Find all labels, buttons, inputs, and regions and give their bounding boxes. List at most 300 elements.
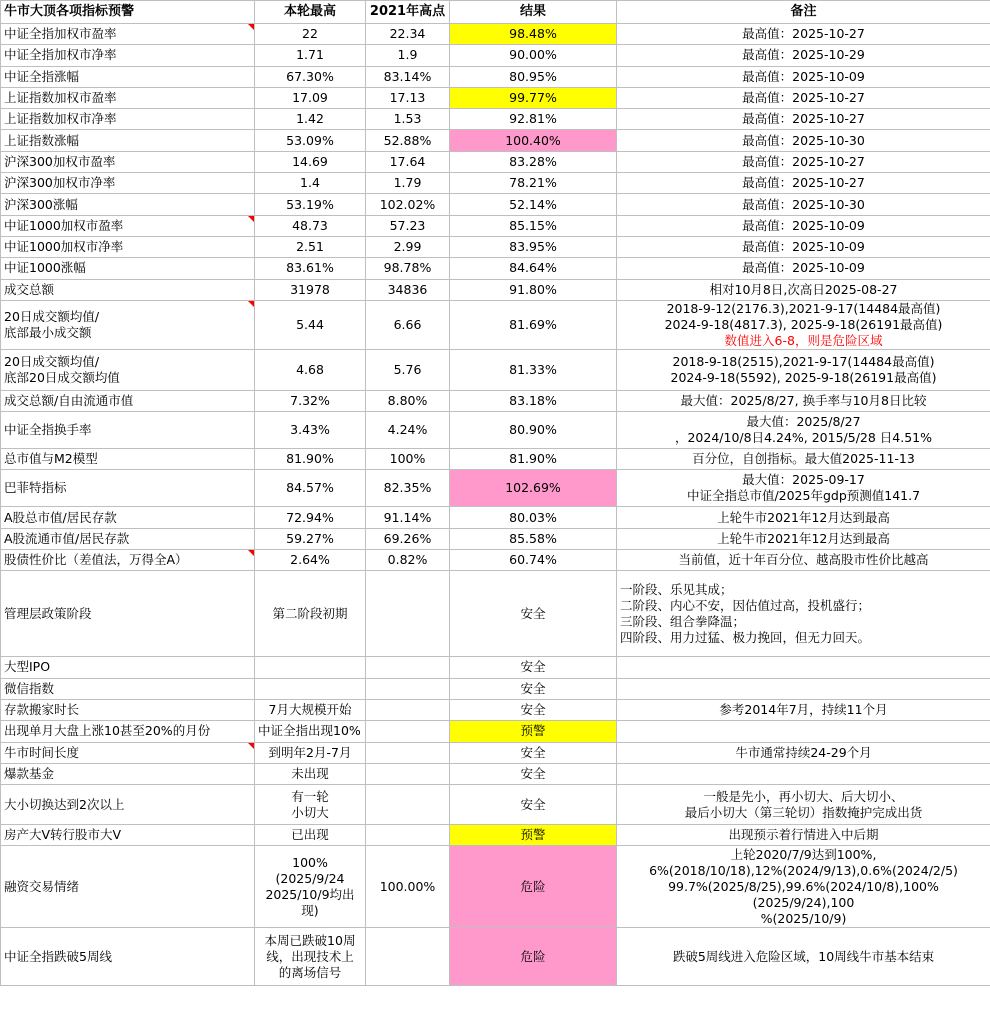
- current-high-cell: [255, 928, 366, 986]
- result: 81.69%: [509, 316, 557, 332]
- result-cell: [450, 449, 617, 470]
- high-2021: 91.14%: [383, 509, 432, 525]
- note-cell: [617, 390, 990, 411]
- result-cell: [450, 390, 617, 411]
- result: 80.03%: [509, 509, 557, 525]
- current-high: 1.71: [296, 47, 324, 63]
- indicator-name: 中证全指跌破5周线: [4, 948, 112, 964]
- indicator-name: 总市值与M2模型: [4, 451, 98, 467]
- table-row: [1, 699, 990, 720]
- result-cell: [450, 300, 617, 349]
- result-cell: [450, 109, 617, 130]
- note-cell: [617, 194, 990, 215]
- note-cell: [617, 349, 990, 390]
- note: 最高值：2025-10-30: [742, 196, 865, 212]
- indicator-name: 爆款基金: [4, 765, 55, 781]
- result: 92.81%: [509, 111, 557, 127]
- current-high: 1.4: [300, 175, 320, 191]
- note-cell: [617, 412, 990, 449]
- indicator-name: 管理层政策阶段: [4, 605, 92, 621]
- current-high-cell: [255, 194, 366, 215]
- high-2021-cell: [366, 194, 450, 215]
- note: 最大值：2025/8/27 ，2024/10/8日4.24%, 2015/5/28 日4.51%: [674, 414, 933, 446]
- high-2021-cell: [366, 846, 450, 928]
- note: 最高值：2025-10-27: [742, 90, 865, 106]
- note-cell: [617, 825, 990, 846]
- indicator-name: 20日成交额均值/ 底部最小成交额: [4, 308, 100, 340]
- high-2021-cell: [366, 742, 450, 763]
- result: 83.28%: [509, 153, 557, 169]
- indicator-name: 上证指数加权市盈率: [4, 90, 117, 106]
- indicator-name: 存款搬家时长: [4, 702, 80, 718]
- current-high-cell: [255, 449, 366, 470]
- note-cell: [617, 173, 990, 194]
- result-cell: [450, 87, 617, 108]
- indicator-name: A股总市值/居民存款: [4, 509, 117, 525]
- note-cell: [617, 763, 990, 784]
- high-2021: 100.00%: [379, 878, 436, 894]
- indicator-name-cell: [1, 449, 255, 470]
- indicator-name: 上证指数涨幅: [4, 132, 80, 148]
- header-result: 结果: [450, 1, 617, 24]
- note-cell: [617, 66, 990, 87]
- indicator-name-cell: [1, 763, 255, 784]
- current-high: 22: [302, 26, 318, 42]
- high-2021-cell: [366, 412, 450, 449]
- high-2021-cell: [366, 528, 450, 549]
- result: 81.90%: [509, 451, 557, 467]
- high-2021: 52.88%: [383, 132, 432, 148]
- indicator-name-cell: [1, 279, 255, 300]
- high-2021: 1.9: [397, 47, 418, 63]
- indicator-name: 沪深300涨幅: [4, 196, 78, 212]
- note: 最大值：2025-09-17 中证全指总市值/2025年gdp预测值141.7: [686, 472, 921, 504]
- current-high-cell: [255, 236, 366, 257]
- result: 危险: [520, 878, 546, 894]
- table-row: [1, 785, 990, 825]
- indicator-name-cell: [1, 300, 255, 349]
- indicator-name: 成交总额/自由流通市值: [4, 393, 134, 408]
- high-2021-cell: [366, 507, 450, 528]
- result-cell: [450, 785, 617, 825]
- indicator-name-cell: [1, 721, 255, 742]
- table-row: [1, 928, 990, 986]
- note-cell: [617, 785, 990, 825]
- result-cell: [450, 258, 617, 279]
- result: 安全: [520, 680, 546, 696]
- note-cell: [617, 928, 990, 986]
- result: 83.18%: [509, 393, 557, 408]
- table-row: [1, 215, 990, 236]
- table-row: [1, 130, 990, 151]
- high-2021: 8.80%: [387, 393, 428, 408]
- result-cell: [450, 279, 617, 300]
- indicator-name: 牛市时间长度: [4, 744, 80, 760]
- indicator-name: 大小切换达到2次以上: [4, 796, 125, 812]
- note: 最高值：2025-10-09: [742, 68, 865, 84]
- result: 60.74%: [509, 552, 557, 568]
- result: 81.33%: [509, 361, 557, 377]
- current-high-cell: [255, 699, 366, 720]
- result-cell: [450, 24, 617, 45]
- current-high: 3.43%: [290, 422, 330, 438]
- current-high: 81.90%: [286, 451, 334, 467]
- indicator-name-cell: [1, 412, 255, 449]
- result-cell: [450, 928, 617, 986]
- note: 出现预示着行情进入中后期: [728, 827, 879, 843]
- note-cell: [617, 449, 990, 470]
- note-cell: [617, 470, 990, 507]
- current-high-cell: [255, 45, 366, 66]
- indicator-name: 中证全指加权市盈率: [4, 26, 117, 42]
- note: 最大值：2025/8/27, 换手率与10月8日比较: [680, 393, 927, 408]
- note-cell: [617, 300, 990, 349]
- current-high-cell: [255, 24, 366, 45]
- indicator-name-cell: [1, 928, 255, 986]
- note-cell: [617, 130, 990, 151]
- result-cell: [450, 528, 617, 549]
- result-cell: [450, 349, 617, 390]
- result: 预警: [520, 827, 546, 843]
- table-row: [1, 678, 990, 699]
- high-2021: 22.34: [389, 26, 426, 42]
- danger-note: 数值进入6-8，则是危险区域: [724, 332, 883, 348]
- high-2021: 82.35%: [383, 480, 432, 496]
- high-2021-cell: [366, 87, 450, 108]
- header-current-high: 本轮最高: [255, 1, 366, 24]
- note-cell: [617, 258, 990, 279]
- current-high: 2.64%: [290, 552, 330, 568]
- table-row: [1, 657, 990, 678]
- table-row: [1, 173, 990, 194]
- result-cell: [450, 550, 617, 571]
- result: 安全: [520, 765, 546, 781]
- current-high-cell: [255, 550, 366, 571]
- high-2021: 98.78%: [383, 260, 432, 276]
- indicator-name-cell: [1, 24, 255, 45]
- table-row: [1, 528, 990, 549]
- result-cell: [450, 130, 617, 151]
- current-high: 2.51: [296, 239, 324, 255]
- current-high-cell: [255, 846, 366, 928]
- indicator-name-cell: [1, 528, 255, 549]
- indicator-name: 沪深300加权市净率: [4, 175, 116, 191]
- indicator-name: 中证1000加权市净率: [4, 239, 124, 255]
- indicator-name-cell: [1, 470, 255, 507]
- current-high-cell: [255, 215, 366, 236]
- high-2021-cell: [366, 785, 450, 825]
- header-2021-high: 2021年高点: [366, 1, 450, 24]
- indicator-name-cell: [1, 742, 255, 763]
- result-cell: [450, 825, 617, 846]
- current-high: 14.69: [292, 153, 328, 169]
- table-row: [1, 279, 990, 300]
- note-cell: [617, 236, 990, 257]
- indicator-name: 沪深300加权市盈率: [4, 153, 116, 169]
- note: 一般是先小，再小切大、后大切小、 最后小切大（第三轮切）指数掩护完成出货: [684, 788, 923, 820]
- indicator-name: 巴菲特指标: [4, 480, 67, 496]
- indicator-name-cell: [1, 109, 255, 130]
- indicator-name: A股流通市值/居民存款: [4, 530, 130, 546]
- high-2021: 2.99: [393, 239, 422, 255]
- table-row: [1, 300, 990, 349]
- table-row: [1, 349, 990, 390]
- indicator-name-cell: [1, 66, 255, 87]
- note: 最高值：2025-10-09: [742, 260, 865, 276]
- table-row: [1, 449, 990, 470]
- result-cell: [450, 846, 617, 928]
- high-2021-cell: [366, 825, 450, 846]
- note-cell: [617, 742, 990, 763]
- current-high-cell: [255, 173, 366, 194]
- result-cell: [450, 507, 617, 528]
- indicator-name: 大型IPO: [4, 659, 51, 675]
- high-2021: 1.79: [393, 175, 422, 191]
- current-high-cell: [255, 151, 366, 172]
- high-2021-cell: [366, 470, 450, 507]
- indicator-name-cell: [1, 87, 255, 108]
- note: 牛市通常持续24-29个月: [735, 744, 872, 760]
- high-2021-cell: [366, 678, 450, 699]
- table-row: [1, 258, 990, 279]
- current-high: 7.32%: [290, 393, 330, 408]
- high-2021-cell: [366, 151, 450, 172]
- high-2021-cell: [366, 390, 450, 411]
- current-high-cell: [255, 300, 366, 349]
- table-row: [1, 550, 990, 571]
- note-cell: [617, 24, 990, 45]
- result: 安全: [520, 796, 546, 812]
- current-high: 84.57%: [286, 480, 334, 496]
- current-high-cell: [255, 279, 366, 300]
- result: 90.00%: [509, 47, 557, 63]
- indicator-name-cell: [1, 785, 255, 825]
- indicator-name: 20日成交额均值/ 底部20日成交额均值: [4, 353, 120, 385]
- high-2021-cell: [366, 279, 450, 300]
- current-high-cell: [255, 678, 366, 699]
- table-row: [1, 194, 990, 215]
- current-high: 7月大规模开始: [268, 702, 352, 718]
- result: 危险: [520, 948, 546, 964]
- high-2021-cell: [366, 928, 450, 986]
- indicator-name: 中证1000涨幅: [4, 260, 86, 276]
- result: 91.80%: [509, 281, 557, 297]
- high-2021-cell: [366, 236, 450, 257]
- result: 85.15%: [509, 217, 557, 233]
- table-row: [1, 507, 990, 528]
- result-cell: [450, 571, 617, 657]
- table-row: [1, 846, 990, 928]
- indicator-name: 中证1000加权市盈率: [4, 217, 124, 233]
- current-high-cell: [255, 528, 366, 549]
- note-cell: [617, 657, 990, 678]
- current-high: 第二阶段初期: [272, 605, 348, 621]
- indicator-name: 中证全指加权市净率: [4, 47, 117, 63]
- indicator-name-cell: [1, 825, 255, 846]
- high-2021: 83.14%: [383, 68, 432, 84]
- indicator-name-cell: [1, 678, 255, 699]
- current-high: 72.94%: [286, 509, 334, 525]
- high-2021: 5.76: [393, 361, 422, 377]
- note: 百分位，自创指标。最大值2025-11-13: [692, 451, 915, 467]
- current-high-cell: [255, 349, 366, 390]
- indicator-name: 房产大V转行股市大V: [4, 827, 122, 843]
- high-2021: 17.13: [389, 90, 426, 106]
- result-cell: [450, 215, 617, 236]
- note-cell: [617, 699, 990, 720]
- note-cell: [617, 721, 990, 742]
- table-row: [1, 470, 990, 507]
- note: 最高值：2025-10-27: [742, 26, 865, 42]
- header-notes: 备注: [617, 1, 990, 24]
- indicator-name-cell: [1, 846, 255, 928]
- current-high: 31978: [290, 281, 330, 297]
- note: 最高值：2025-10-27: [742, 175, 865, 191]
- high-2021-cell: [366, 699, 450, 720]
- current-high-cell: [255, 130, 366, 151]
- note: 上轮牛市2021年12月达到最高: [717, 509, 890, 525]
- note-cell: [617, 528, 990, 549]
- table-row: [1, 66, 990, 87]
- high-2021-cell: [366, 109, 450, 130]
- current-high: 4.68: [296, 361, 324, 377]
- header-row: [1, 1, 990, 24]
- high-2021-cell: [366, 571, 450, 657]
- current-high-cell: [255, 657, 366, 678]
- result: 100.40%: [505, 132, 561, 148]
- high-2021-cell: [366, 130, 450, 151]
- indicator-name-cell: [1, 507, 255, 528]
- note-cell: [617, 507, 990, 528]
- high-2021: 0.82%: [387, 552, 428, 568]
- note-cell: [617, 678, 990, 699]
- result: 预警: [520, 723, 546, 739]
- current-high-cell: [255, 87, 366, 108]
- note: 上轮牛市2021年12月达到最高: [717, 530, 890, 546]
- indicator-name-cell: [1, 45, 255, 66]
- current-high-cell: [255, 507, 366, 528]
- high-2021: 34836: [387, 281, 428, 297]
- table-row: [1, 721, 990, 742]
- high-2021-cell: [366, 24, 450, 45]
- result: 98.48%: [509, 26, 557, 42]
- current-high: 到明年2月-7月: [268, 744, 352, 760]
- current-high: 已出现: [291, 827, 329, 843]
- current-high: 53.09%: [286, 132, 334, 148]
- indicator-name: 融资交易情绪: [4, 878, 80, 894]
- note-cell: [617, 279, 990, 300]
- note: 2018-9-12(2176.3),2021-9-17(14484最高值) 2024-9-18(4817.3), 2025-9-18(26191最高值): [664, 300, 943, 332]
- table-row: [1, 24, 990, 45]
- result-cell: [450, 470, 617, 507]
- high-2021: 17.64: [389, 153, 426, 169]
- current-high-cell: [255, 742, 366, 763]
- high-2021-cell: [366, 173, 450, 194]
- result: 78.21%: [509, 175, 557, 191]
- note-cell: [617, 151, 990, 172]
- current-high: 59.27%: [286, 530, 334, 546]
- high-2021: 69.26%: [383, 530, 432, 546]
- current-high-cell: [255, 470, 366, 507]
- indicator-name: 出现单月大盘上涨10甚至20%的月份: [4, 723, 211, 739]
- current-high: 有一轮 小切大: [291, 788, 329, 820]
- current-high: 53.19%: [286, 196, 334, 212]
- note: 跌破5周线进入危险区域，10周线牛市基本结束: [672, 948, 935, 964]
- current-high-cell: [255, 721, 366, 742]
- indicator-name-cell: [1, 550, 255, 571]
- high-2021-cell: [366, 300, 450, 349]
- table-row: [1, 87, 990, 108]
- high-2021-cell: [366, 721, 450, 742]
- note: 最高值：2025-10-29: [742, 47, 865, 63]
- high-2021-cell: [366, 763, 450, 784]
- table-body: [1, 24, 990, 986]
- table-row: [1, 742, 990, 763]
- note: 最高值：2025-10-09: [742, 239, 865, 255]
- current-high-cell: [255, 258, 366, 279]
- indicator-name-cell: [1, 173, 255, 194]
- result: 安全: [520, 605, 546, 621]
- note: 最高值：2025-10-09: [742, 217, 865, 233]
- note: 当前值，近十年百分位、越高股市性价比越高: [678, 552, 929, 568]
- result: 83.95%: [509, 239, 557, 255]
- table-row: [1, 109, 990, 130]
- high-2021-cell: [366, 258, 450, 279]
- indicator-name-cell: [1, 699, 255, 720]
- indicator-name-cell: [1, 349, 255, 390]
- current-high-cell: [255, 763, 366, 784]
- result-cell: [450, 194, 617, 215]
- note-cell: [617, 87, 990, 108]
- indicator-name-cell: [1, 151, 255, 172]
- current-high: 本周已跌破10周 线，出现技术上 的离场信号: [264, 932, 356, 980]
- current-high-cell: [255, 825, 366, 846]
- result-cell: [450, 66, 617, 87]
- result: 52.14%: [509, 196, 557, 212]
- header-indicator: 牛市大顶各项指标预警: [1, 1, 255, 24]
- current-high-cell: [255, 785, 366, 825]
- indicator-name-cell: [1, 215, 255, 236]
- indicator-name-cell: [1, 130, 255, 151]
- table-row: [1, 236, 990, 257]
- current-high: 17.09: [292, 90, 328, 106]
- note: 最高值：2025-10-27: [742, 111, 865, 127]
- result: 80.95%: [509, 68, 557, 84]
- indicator-name-cell: [1, 390, 255, 411]
- high-2021: 102.02%: [379, 196, 436, 212]
- high-2021-cell: [366, 66, 450, 87]
- indicator-name: 上证指数加权市净率: [4, 111, 117, 127]
- indicator-name-cell: [1, 236, 255, 257]
- table-row: [1, 763, 990, 784]
- indicator-name-cell: [1, 258, 255, 279]
- result: 84.64%: [509, 260, 557, 276]
- note: 上轮2020/7/9达到100%, 6%(2018/10/18),12%(2024/9/13),0.6%(2024/2/5) 99.7%(2025/8/25),99.6%(2024/10/8),100%(2025/9/24),100 %(2025/10/9): [649, 846, 958, 926]
- high-2021-cell: [366, 550, 450, 571]
- indicator-name: 中证全指涨幅: [4, 68, 80, 84]
- table-row: [1, 412, 990, 449]
- result: 80.90%: [509, 422, 557, 438]
- result: 安全: [520, 744, 546, 760]
- high-2021-cell: [366, 657, 450, 678]
- result-cell: [450, 45, 617, 66]
- current-high: 1.42: [296, 111, 324, 127]
- high-2021: 100%: [389, 451, 426, 467]
- current-high: 未出现: [291, 765, 329, 781]
- high-2021: 1.53: [393, 111, 422, 127]
- current-high-cell: [255, 412, 366, 449]
- table-row: [1, 45, 990, 66]
